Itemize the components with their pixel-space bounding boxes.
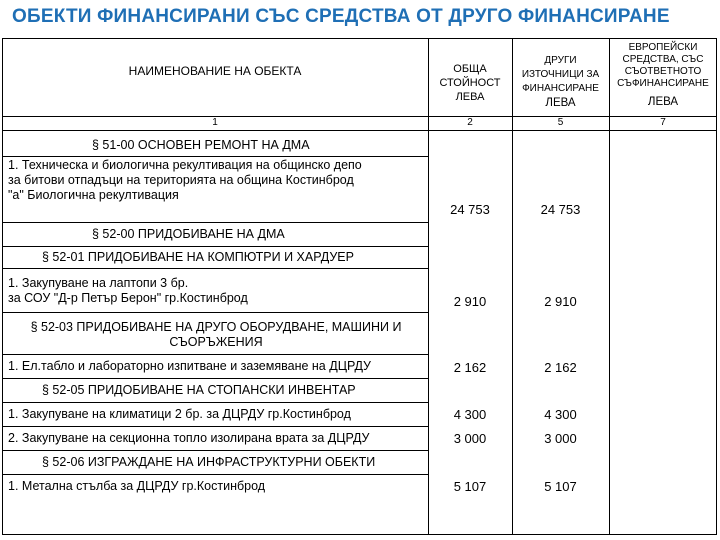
section-heading: § 52-05 ПРИДОБИВАНЕ НА СТОПАНСКИ ИНВЕНТАР <box>42 383 356 397</box>
table-row: 2. Закупуване на секционна топло изолирана врата за ДЦРДУ <box>8 431 370 445</box>
col-divider-other <box>609 38 610 535</box>
total-value: 4 300 <box>453 407 487 422</box>
header-eu-line: СРЕДСТВА, СЪС <box>622 54 704 65</box>
header-eu-line: СЪФИНАНСИРАНЕ <box>617 78 709 89</box>
section-heading: § 52-00 ПРИДОБИВАНЕ НА ДМА <box>92 227 285 241</box>
item-text: "а" Биологична рекултивация <box>8 188 179 202</box>
col-number: 5 <box>557 117 564 128</box>
header-total-line: СТОЙНОСТ <box>439 77 501 89</box>
col-number: 7 <box>660 117 666 128</box>
item-text: 1. Техническа и биологична рекултивация на общинско депо <box>8 158 362 172</box>
item-text: за СОУ "Д-р Петър Берон" гр.Костинброд <box>8 291 248 305</box>
col-divider-name <box>428 38 429 535</box>
page-title: ОБЕКТИ ФИНАНСИРАНИ СЪС СРЕДСТВА ОТ ДРУГО ФИНАНСИРАНЕ <box>12 6 670 27</box>
row-divider <box>2 378 428 379</box>
row-divider <box>2 426 428 427</box>
header-other-line: ИЗТОЧНИЦИ ЗА <box>521 69 600 80</box>
row-divider <box>2 450 428 451</box>
header-eu-line: СЪОТВЕТНОТО <box>624 66 702 77</box>
other-sources-value: 3 000 <box>544 431 577 446</box>
header-other-line: ЛЕВА <box>545 97 576 109</box>
total-value: 5 107 <box>453 479 487 494</box>
table-row: 1. Закупуване на климатици 2 бр. за ДЦРДУ гр.Костинброд <box>8 407 351 421</box>
total-value: 2 162 <box>453 360 487 375</box>
row-divider <box>2 354 428 355</box>
section-heading: § 52-06 ИЗГРАЖДАНЕ НА ИНФРАСТРУКТУРНИ ОБЕКТИ <box>42 455 376 469</box>
header-other-line: ДРУГИ <box>544 55 577 66</box>
row-divider <box>2 156 428 157</box>
header-total-line: ЛЕВА <box>455 91 485 103</box>
row-divider <box>2 474 428 475</box>
header-other-line: ФИНАНСИРАНЕ <box>522 83 599 94</box>
row-divider <box>2 312 428 313</box>
section-heading: § 51-00 ОСНОВЕН РЕМОНТ НА ДМА <box>92 138 310 152</box>
col-number: 2 <box>467 117 473 128</box>
table-row <box>8 158 424 203</box>
header-eu-line: ЛЕВА <box>647 96 679 108</box>
other-sources-value: 4 300 <box>544 407 577 422</box>
col-number: 1 <box>212 117 218 128</box>
item-text: 1. Закупуване на лаптопи 3 бр. <box>8 276 189 290</box>
other-sources-value: 2 162 <box>544 360 577 375</box>
row-divider <box>2 222 428 223</box>
total-value: 24 753 <box>450 202 490 217</box>
header-eu-line: ЕВРОПЕЙСКИ <box>628 42 698 53</box>
row-divider <box>2 246 428 247</box>
header-total <box>428 62 512 104</box>
colnum-divider <box>2 130 717 131</box>
header-name: НАИМЕНОВАНИЕ НА ОБЕКТА <box>128 64 302 78</box>
other-sources-value: 2 910 <box>544 294 577 309</box>
header-eu-funds <box>609 42 717 110</box>
total-value: 3 000 <box>453 431 487 446</box>
header-total-line: ОБЩА <box>453 63 487 75</box>
item-text: за битови отпадъци на територията на община Костинброд <box>8 173 354 187</box>
header-other-sources <box>512 54 609 110</box>
section-heading: § 52-01 ПРИДОБИВАНЕ НА КОМПЮТРИ И ХАРДУЕР <box>42 250 354 264</box>
total-value: 2 910 <box>453 294 487 309</box>
table-row: 1. Метална стълба за ДЦРДУ гр.Костинброд <box>8 479 266 493</box>
other-sources-value: 24 753 <box>540 202 581 217</box>
row-divider <box>2 268 428 269</box>
section-heading: § 52-03 ПРИДОБИВАНЕ НА ДРУГО ОБОРУДВАНЕ, МАШИНИ И СЪОРЪЖЕНИЯ <box>30 320 402 349</box>
table-row <box>8 276 424 306</box>
col-divider-total <box>512 38 513 535</box>
other-sources-value: 5 107 <box>544 479 577 494</box>
table-row: 1. Ел.табло и лабораторно изпитване и заземяване на ДЦРДУ <box>8 359 371 373</box>
row-divider <box>2 402 428 403</box>
